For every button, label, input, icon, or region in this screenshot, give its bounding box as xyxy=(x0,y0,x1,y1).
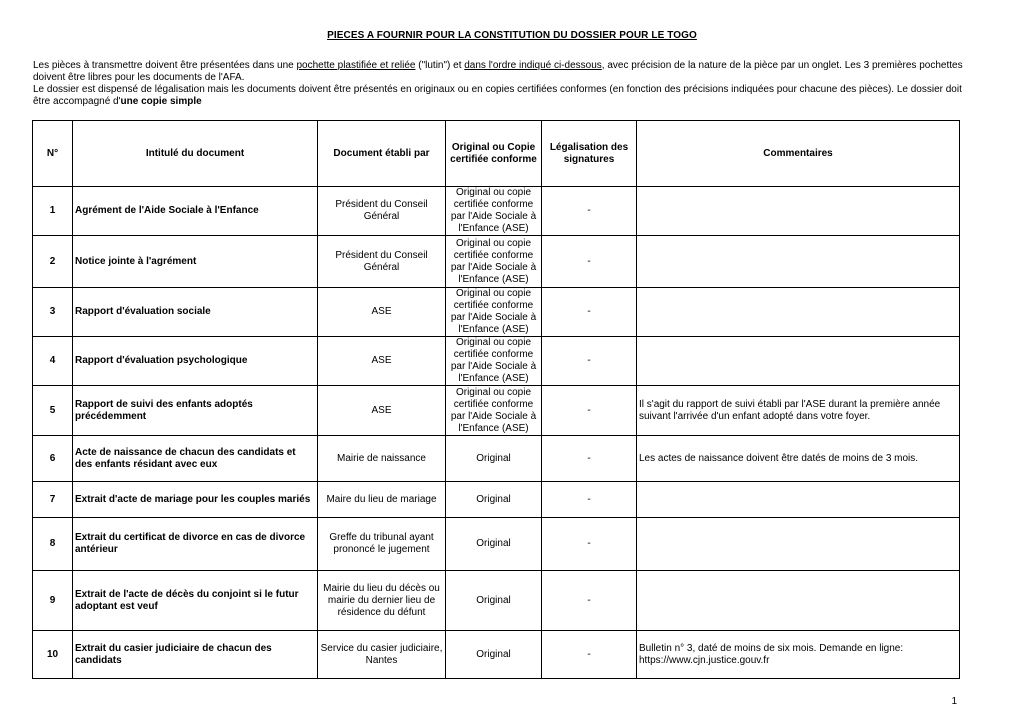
row-comment xyxy=(637,288,960,337)
row-legalisation: - xyxy=(542,386,637,436)
row-legalisation: - xyxy=(542,571,637,631)
row-legalisation: - xyxy=(542,337,637,386)
row-number: 2 xyxy=(33,236,73,288)
row-original: Original ou copie certifiée conforme par l'Aide Sociale à l'Enfance (ASE) xyxy=(446,288,542,337)
row-original: Original xyxy=(446,631,542,679)
table-row xyxy=(33,482,960,518)
row-issuer: Président du Conseil Général xyxy=(318,187,446,236)
row-number: 9 xyxy=(33,571,73,631)
row-comment xyxy=(637,236,960,288)
row-title: Acte de naissance de chacun des candidats et des enfants résidant avec eux xyxy=(73,436,318,482)
row-original: Original xyxy=(446,436,542,482)
row-issuer: Maire du lieu de mariage xyxy=(318,482,446,518)
row-title: Rapport de suivi des enfants adoptés précédemment xyxy=(73,386,318,436)
table-row xyxy=(33,631,960,679)
row-title: Rapport d'évaluation psychologique xyxy=(73,337,318,386)
row-issuer: ASE xyxy=(318,288,446,337)
row-legalisation: - xyxy=(542,187,637,236)
header-issuer: Document établi par xyxy=(318,121,446,187)
row-comment xyxy=(637,482,960,518)
row-title: Extrait du casier judiciaire de chacun des candidats xyxy=(73,631,318,679)
intro-text-segment: , avec précision de la nature de la pièce par un onglet. Les 3 premières pochettes doivent être libres pour les documents de l'AFA. xyxy=(33,60,963,83)
row-issuer: Mairie du lieu du décès ou mairie du dernier lieu de résidence du défunt xyxy=(318,571,446,631)
intro-text-segment: Le dossier est dispensé de légalisation mais les documents doivent être présentés en originaux ou en copies certifiées conformes (en fonction des précisions indiquées pour chacune des pièces). Le dossier doit être accompagné d' xyxy=(33,84,962,106)
header-original: Original ou Copie certifiée conforme xyxy=(446,121,542,187)
table-row xyxy=(33,288,960,337)
table-row xyxy=(33,571,960,631)
row-comment xyxy=(637,187,960,236)
row-number: 7 xyxy=(33,482,73,518)
row-comment xyxy=(637,337,960,386)
table-row xyxy=(33,187,960,236)
row-title: Notice jointe à l'agrément xyxy=(73,236,318,288)
row-legalisation: - xyxy=(542,236,637,288)
document-title: PIECES A FOURNIR POUR LA CONSTITUTION DU DOSSIER POUR LE TOGO xyxy=(327,30,697,41)
row-legalisation: - xyxy=(542,436,637,482)
row-issuer: Mairie de naissance xyxy=(318,436,446,482)
row-comment: Bulletin n° 3, daté de moins de six mois. Demande en ligne: https://www.cjn.justice.gouv.fr xyxy=(637,631,960,679)
table-row xyxy=(33,518,960,571)
header-title: Intitulé du document xyxy=(73,121,318,187)
row-issuer: Service du casier judiciaire, Nantes xyxy=(318,631,446,679)
row-original: Original xyxy=(446,571,542,631)
row-comment: Il s'agit du rapport de suivi établi par l'ASE durant la première année suivant l'arrivée d'un enfant adopté dans votre foyer. xyxy=(637,386,960,436)
row-issuer: Greffe du tribunal ayant prononcé le jugement xyxy=(318,518,446,571)
row-comment: Les actes de naissance doivent être datés de moins de 3 mois. xyxy=(637,436,960,482)
row-number: 1 xyxy=(33,187,73,236)
row-original: Original ou copie certifiée conforme par l'Aide Sociale à l'Enfance (ASE) xyxy=(446,236,542,288)
table-row xyxy=(33,337,960,386)
intro-underlined-phrase: pochette plastifiée et reliée xyxy=(296,60,416,71)
row-number: 5 xyxy=(33,386,73,436)
row-number: 8 xyxy=(33,518,73,571)
intro-paragraph-1 xyxy=(33,60,963,84)
header-comments: Commentaires xyxy=(637,121,960,187)
row-number: 10 xyxy=(33,631,73,679)
intro-text-segment: Les pièces à transmettre doivent être présentées dans une xyxy=(33,60,297,71)
table-row xyxy=(33,386,960,436)
header-legalisation: Légalisation des signatures xyxy=(542,121,637,187)
row-original: Original ou copie certifiée conforme par l'Aide Sociale à l'Enfance (ASE) xyxy=(446,386,542,436)
row-legalisation: - xyxy=(542,288,637,337)
row-issuer: Président du Conseil Général xyxy=(318,236,446,288)
row-original: Original ou copie certifiée conforme par l'Aide Sociale à l'Enfance (ASE) xyxy=(446,187,542,236)
row-comment xyxy=(637,518,960,571)
table-header-row xyxy=(33,121,960,187)
intro-underlined-phrase: dans l'ordre indiqué ci-dessous xyxy=(464,60,602,71)
row-number: 3 xyxy=(33,288,73,337)
page-number: 1 xyxy=(951,696,957,707)
row-title: Extrait d'acte de mariage pour les couples mariés xyxy=(73,482,318,518)
row-issuer: ASE xyxy=(318,386,446,436)
row-original: Original xyxy=(446,518,542,571)
table-row xyxy=(33,436,960,482)
row-legalisation: - xyxy=(542,631,637,679)
row-title: Rapport d'évaluation sociale xyxy=(73,288,318,337)
row-original: Original xyxy=(446,482,542,518)
row-issuer: ASE xyxy=(318,337,446,386)
row-legalisation: - xyxy=(542,518,637,571)
header-number: N° xyxy=(33,121,73,187)
intro-text xyxy=(33,60,963,106)
row-legalisation: - xyxy=(542,482,637,518)
row-title: Agrément de l'Aide Sociale à l'Enfance xyxy=(73,187,318,236)
table-row xyxy=(33,236,960,288)
row-title: Extrait de l'acte de décès du conjoint si le futur adoptant est veuf xyxy=(73,571,318,631)
intro-bold-phrase: une copie simple xyxy=(120,96,202,106)
intro-paragraph-2 xyxy=(33,84,963,106)
row-number: 4 xyxy=(33,337,73,386)
documents-table xyxy=(32,120,960,679)
row-original: Original ou copie certifiée conforme par l'Aide Sociale à l'Enfance (ASE) xyxy=(446,337,542,386)
intro-text-segment: ("lutin") et xyxy=(415,60,465,71)
row-title: Extrait du certificat de divorce en cas de divorce antérieur xyxy=(73,518,318,571)
row-comment xyxy=(637,571,960,631)
row-number: 6 xyxy=(33,436,73,482)
